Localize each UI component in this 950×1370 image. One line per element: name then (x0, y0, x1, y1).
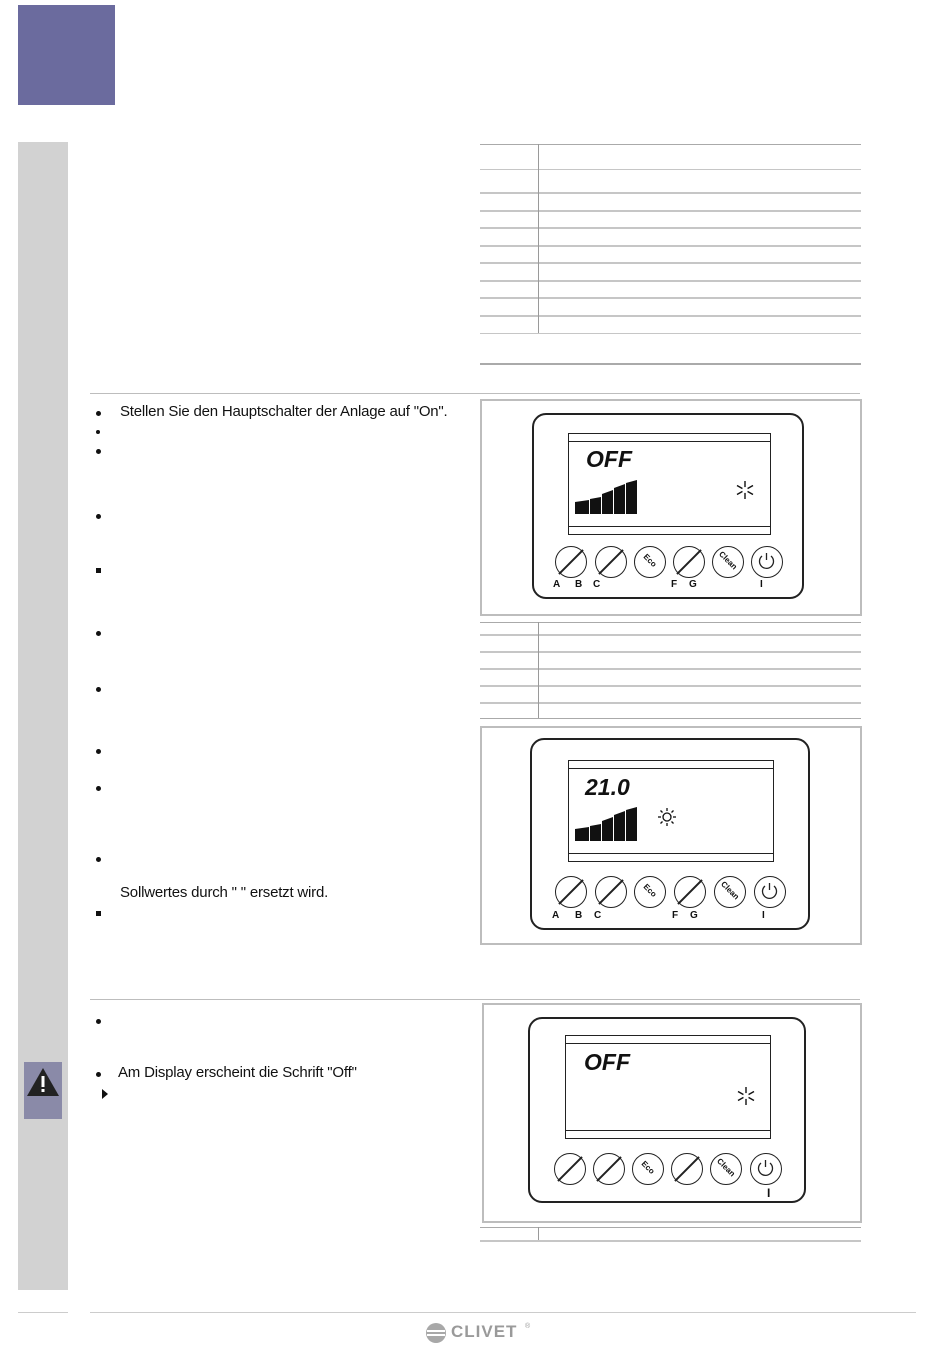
eco-button[interactable]: Eco (634, 876, 666, 908)
lcd-main-text: OFF (584, 1049, 630, 1075)
chapter-tab (18, 5, 115, 105)
eco-button[interactable]: Eco (632, 1153, 664, 1185)
bullet (96, 857, 101, 862)
fan-button[interactable] (595, 546, 627, 578)
button-letter: G (689, 579, 697, 590)
bullet (96, 631, 101, 636)
button-letter: I (767, 1186, 771, 1200)
temperature-button[interactable] (555, 546, 587, 578)
bullet (96, 1019, 101, 1024)
bullet (96, 911, 101, 916)
sun-icon (657, 807, 677, 827)
brand-logo (425, 1321, 535, 1345)
section-divider (90, 393, 860, 394)
bullet (96, 568, 101, 573)
power-icon (751, 1154, 780, 1183)
bullet (96, 1072, 101, 1077)
button-letter: I (762, 910, 765, 921)
bullet (96, 430, 100, 434)
bullet (96, 411, 101, 416)
list-item: Sollwertes durch " " ersetzt wird. (120, 884, 329, 901)
fan-button[interactable] (593, 1153, 625, 1185)
button-letter: I (760, 579, 763, 590)
eco-button[interactable]: Eco (634, 546, 666, 578)
power-icon (752, 547, 781, 576)
trademark-symbol: ® (525, 1323, 531, 1330)
button-letter: A (553, 579, 561, 590)
temperature-button[interactable] (555, 876, 587, 908)
footer-rule-left (18, 1312, 68, 1313)
footer-rule (90, 1312, 916, 1313)
bullet (96, 786, 101, 791)
button-letter: F (671, 579, 678, 590)
figure-panel-2 (480, 726, 862, 945)
clean-button[interactable]: Clean (712, 546, 744, 578)
section-divider (90, 999, 860, 1000)
bullet (96, 514, 101, 519)
lcd-screen (565, 1035, 771, 1139)
thermostat-device (532, 413, 804, 599)
figure-panel-3 (482, 1003, 862, 1223)
mode-button[interactable] (674, 876, 706, 908)
mode-button[interactable] (673, 546, 705, 578)
thermostat-device (528, 1017, 806, 1203)
bullet (96, 449, 101, 454)
arrow-bullet (102, 1089, 108, 1099)
temperature-button[interactable] (554, 1153, 586, 1185)
clivet-logo-icon (425, 1322, 447, 1344)
button-letter: B (575, 910, 583, 921)
power-button[interactable] (754, 876, 786, 908)
fan-level-bars (575, 807, 639, 841)
lcd-screen (568, 760, 774, 862)
button-letter: F (672, 910, 679, 921)
thermostat-device (530, 738, 810, 930)
power-button[interactable] (751, 546, 783, 578)
brand-name: CLIVET (451, 1322, 518, 1341)
fan-level-bars (575, 480, 639, 514)
clean-button[interactable]: Clean (710, 1153, 742, 1185)
clean-button[interactable]: Clean (714, 876, 746, 908)
fan-button[interactable] (595, 876, 627, 908)
snowflake-icon (736, 1086, 756, 1106)
warning-box (24, 1062, 62, 1119)
warning-icon (24, 1062, 62, 1119)
button-letter: C (593, 579, 601, 590)
lcd-main-text: 21.0 (585, 774, 630, 800)
mode-button[interactable] (671, 1153, 703, 1185)
figure-panel-1 (480, 399, 862, 616)
list-item: Stellen Sie den Hauptschalter der Anlage auf "On". (120, 403, 448, 420)
bullet (96, 687, 101, 692)
power-icon (755, 877, 784, 906)
lcd-screen (568, 433, 771, 535)
button-letter: A (552, 910, 560, 921)
button-letter: G (690, 910, 698, 921)
list-item: Am Display erscheint die Schrift "Off" (118, 1064, 357, 1081)
power-button[interactable] (750, 1153, 782, 1185)
button-letter: C (594, 910, 602, 921)
snowflake-icon (735, 480, 755, 500)
bullet (96, 749, 101, 754)
lcd-main-text: OFF (586, 446, 632, 472)
button-letter: B (575, 579, 583, 590)
